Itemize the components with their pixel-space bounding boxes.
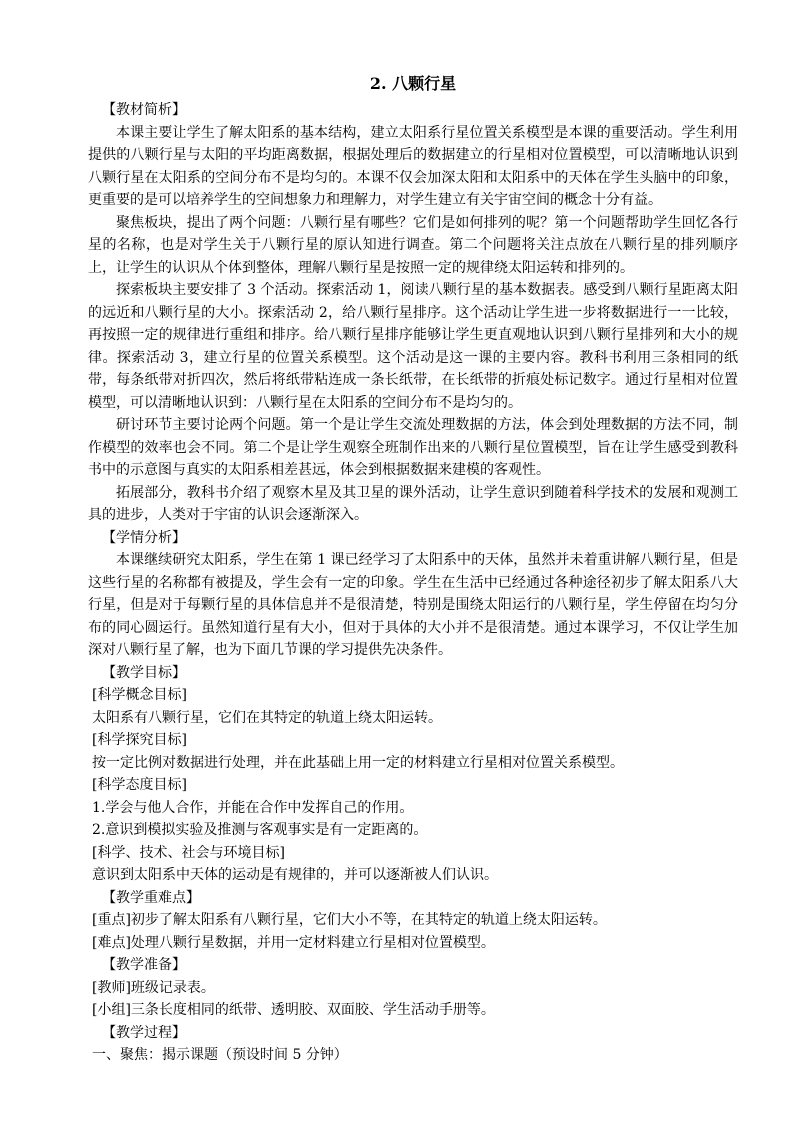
goal-text-inquiry: 按一定比例对数据进行处理，并在此基础上用一定的材料建立行星相对位置关系模型。 <box>92 754 624 771</box>
goal-label-attitude: [科学态度目标] <box>92 777 187 793</box>
goal-label-inquiry: [科学探究目标] <box>92 732 187 748</box>
paragraph: 本课主要让学生了解太阳系的基本结构，建立太阳系行星位置关系模型是本课的重要活动。学生利用提供的八颗行星与太阳的平均距离数据，根据处理后的数据建立的行星相对位置模型，可以清晰地认识到八颗行星在太阳系的空间分布不是均匀的。本课不仅会加深太阳和太阳系中的天体在学生头脑中的印象，更重要的是可以培养学生的空间想象力和理解力，对学生建立有关宇宙空间的概念十分有益。 <box>88 124 738 208</box>
preparation-teacher: [教师]班级记录表。 <box>92 979 215 996</box>
section-heading-students: 【学情分析】 <box>102 529 186 546</box>
page-title: 2. 八颗行星 <box>369 74 457 93</box>
goal-attitude-item: 2.意识到模拟实验及推测与客观事实是有一定距离的。 <box>92 822 428 838</box>
paragraph: 本课继续研究太阳系，学生在第 1 课已经学习了太阳系中的天体，虽然并未着重讲解八颗行星，但是这些行星的名称都有被提及，学生会有一定的印象。学生在生活中已经通过各种途径初步了解太阳系八大行星，但是对于每颗行星的具体信息并不是很清楚，特别是围绕太阳运行的八颗行星，学生停留在均匀分布的同心圆运行。虽然知道行星有大小，但对于具体的大小并不是很清楚。通过本课学习，不仅让学生加深对八颗行星了解，也为下面几节课的学习提供先决条件。 <box>88 552 738 658</box>
document-page <box>88 70 738 1067</box>
goal-text-concept: 太阳系有八颗行星，它们在其特定的轨道上绕太阳运转。 <box>92 709 442 726</box>
paragraph: 拓展部分，教科书介绍了观察木星及其卫星的课外活动，让学生意识到随着科学技术的发展和观测工具的进步，人类对于宇宙的认识会逐渐深入。 <box>88 484 738 523</box>
section-heading-textbook: 【教材简析】 <box>102 102 186 118</box>
difficult-point: [难点]处理八颗行星数据，并用一定材料建立行星相对位置模型。 <box>92 934 495 951</box>
paragraph: 研讨环节主要讨论两个问题。第一个是让学生交流处理数据的方法，体会到处理数据的方法不同，制作模型的效率也会不同。第二个是让学生观察全班制作出来的八颗行星位置模型，旨在让学生感受到教科书中的示意图与真实的太阳系相差甚远，体会到根据数据来建模的客观性。 <box>88 417 738 478</box>
section-heading-key-points: 【教学重难点】 <box>102 889 200 906</box>
key-point: [重点]初步了解太阳系有八颗行星，它们大小不等，在其特定的轨道上绕太阳运转。 <box>92 912 607 928</box>
goal-attitude-item: 1.学会与他人合作，并能在合作中发挥自己的作用。 <box>92 799 414 816</box>
goal-label-stse: [科学、技术、社会与环境目标] <box>92 844 285 861</box>
preparation-group: [小组]三条长度相同的纸带、透明胶、双面胶、学生活动手册等。 <box>92 1002 495 1018</box>
section-heading-preparation: 【教学准备】 <box>102 957 186 973</box>
process-step: 一、聚焦：揭示课题（预设时间 5 分钟） <box>92 1047 348 1063</box>
paragraph: 探索板块主要安排了 3 个活动。探索活动 1，阅读八颗行星的基本数据表。感受到八颗行星距离太阳的远近和八颗行星的大小。探索活动 2，给八颗行星排序。这个活动让学生进一步将数据进行一一比较，再按照一定的规律进行重组和排序。给八颗行星排序能够让学生更直观地认识到八颗行星排列和大小的规律。探索活动 3，建立行星的位置关系模型。这个活动是这一课的主要内容。教科书利用三条相同的纸带，每条纸带对折四次，然后将纸带粘连成一条长纸带，在长纸带的折痕处标记数字。通过行星相对位置模型，可以清晰地认识到：八颗行星在太阳系的空间分布不是均匀的。 <box>88 282 738 411</box>
section-heading-process: 【教学过程】 <box>102 1024 186 1041</box>
goal-text-stse: 意识到太阳系中天体的运动是有规律的，并可以逐渐被人们认识。 <box>92 867 498 883</box>
goal-label-concept: [科学概念目标] <box>92 687 187 703</box>
section-heading-goals: 【教学目标】 <box>102 664 186 681</box>
paragraph: 聚焦板块，提出了两个问题：八颗行星有哪些？它们是如何排列的呢？第一个问题帮助学生回忆各行星的名称，也是对学生关于八颗行星的原认知进行调查。第二个问题将关注点放在八颗行星的排列顺序上，让学生的认识从个体到整体，理解八颗行星是按照一定的规律绕太阳运转和排列的。 <box>88 214 738 276</box>
